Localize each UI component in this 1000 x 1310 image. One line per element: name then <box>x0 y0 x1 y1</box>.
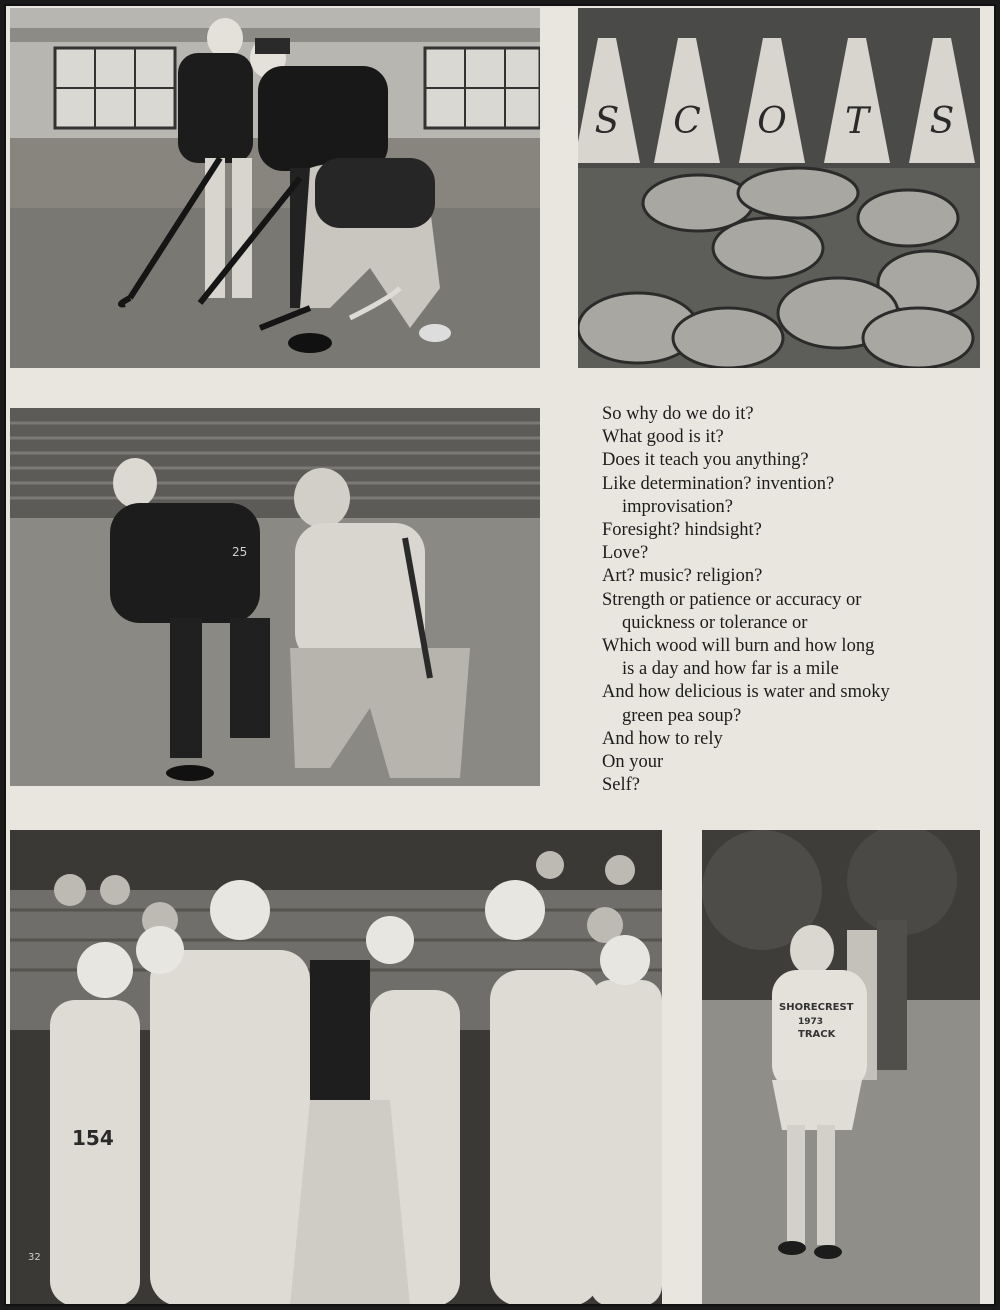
megaphone-letter-s1: S <box>594 101 620 142</box>
poem-line: Does it teach you anything? <box>602 450 809 471</box>
poem-line: Foresight? hindsight? <box>602 520 762 541</box>
poem-line: So why do we do it? <box>602 404 754 424</box>
field-hockey-photo <box>10 8 540 368</box>
megaphone-letter-t: T <box>844 101 870 142</box>
poem-line: On your <box>602 752 664 773</box>
wrestling-team-photo <box>10 830 662 1306</box>
wrestler-number: 154 <box>72 1126 114 1150</box>
page-number: 32 <box>28 1252 41 1263</box>
megaphone-letter-s2: S <box>929 101 955 142</box>
poem-line: improvisation? <box>622 496 733 517</box>
yearbook-page <box>4 4 996 1306</box>
track-runner-photo <box>702 830 980 1306</box>
track-shirt-line2: TRACK <box>798 1029 836 1040</box>
megaphone-letter-o: O <box>757 101 787 142</box>
poem-line: Like determination? invention? <box>602 473 835 494</box>
poem-line: And how delicious is water and smoky <box>602 682 890 703</box>
poem-line: Self? <box>602 775 641 796</box>
poem-line: Love? <box>602 543 649 564</box>
poem-line: green pea soup? <box>622 705 742 726</box>
megaphone-letter-c: C <box>673 101 701 142</box>
coach-jacket-number: 25 <box>232 545 248 559</box>
poem-line: Which wood will burn and how long <box>602 636 875 657</box>
poem-line: And how to rely <box>602 728 723 749</box>
poem-line: is a day and how far is a mile <box>622 659 839 680</box>
poem-line: Strength or patience or accuracy or <box>602 589 862 610</box>
football-photo <box>10 408 540 786</box>
track-shirt-line1: SHORECREST <box>779 1002 854 1013</box>
poem-text <box>602 403 982 797</box>
megaphones-photo <box>578 8 980 368</box>
track-shirt-year: 1973 <box>798 1017 824 1027</box>
poem-line: Art? music? religion? <box>602 566 763 587</box>
poem-line: quickness or tolerance or <box>622 612 808 633</box>
poem-line: What good is it? <box>602 427 724 448</box>
